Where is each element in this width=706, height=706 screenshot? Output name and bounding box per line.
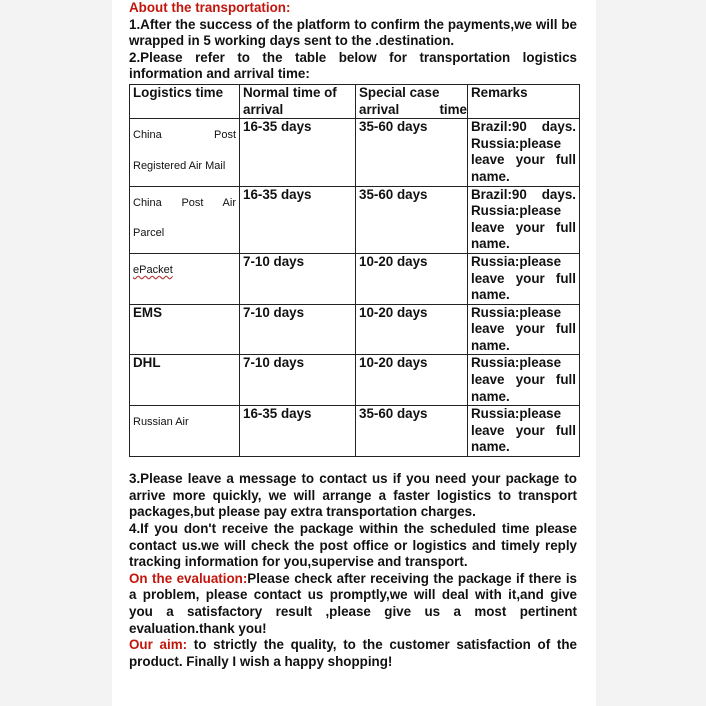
evaluation-paragraph [129,571,577,637]
carrier-name: Russian Air [133,416,189,429]
document-page [112,0,596,706]
carrier-cell [130,406,240,457]
transport-heading: About the transportation: [129,0,291,15]
header-logistics-time: Logistics time [130,84,240,118]
carrier-name-line2: Registered Air Mail [133,159,226,172]
special-time-cell: 35-60 days [356,119,468,186]
aim-paragraph [129,637,577,670]
special-time-cell: 35-60 days [356,186,468,253]
carrier-name-line1: China Post Air [133,196,236,209]
normal-time-cell: 16-35 days [240,119,356,186]
aim-label: Our aim: [129,637,188,653]
evaluation-text: Please check after receiving the package if there is a problem, please contact us promptly,we will deal with it,and give you a satisfactory result ,please give us a most pertinent evaluation.thank you! [129,570,577,636]
remarks-cell: Russia:please leave your full name. [468,355,580,406]
remarks-cell: Russia:please leave your full name. [468,406,580,457]
transport-paragraph-2: 2.Please refer to the table below for transportation logistics information and arrival time: [129,49,577,82]
special-time-cell: 10-20 days [356,253,468,304]
table-header-row [130,84,580,118]
table-row [130,253,580,304]
special-time-cell: 10-20 days [356,355,468,406]
special-time-cell: 10-20 days [356,304,468,355]
table-row [130,355,580,406]
paragraph-4: 4.If you don't receive the package within the scheduled time please contact us.we will check the post office or logistics and timely reply tracking information for you,supervise and transport. [129,521,577,570]
normal-time-cell: 7-10 days [240,304,356,355]
carrier-name-line1: China Post [133,129,236,142]
normal-time-cell: 7-10 days [240,355,356,406]
carrier-cell: DHL [130,355,240,406]
normal-time-cell: 7-10 days [240,253,356,304]
aim-text: to strictly the quality, to the customer satisfaction of the product. Finally I wish a happy shopping! [129,637,577,669]
table-row [130,119,580,186]
document-content [129,0,577,670]
normal-time-cell: 16-35 days [240,406,356,457]
header-normal-time: Normal time of arrival [240,84,356,118]
carrier-cell [130,186,240,253]
table-row [130,304,580,355]
evaluation-label: On the evaluation: [129,570,248,586]
normal-time-cell: 16-35 days [240,186,356,253]
remarks-cell: Russia:please leave your full name. [468,304,580,355]
carrier-name-line2: Parcel [133,227,165,240]
remarks-cell: Brazil:90 days. Russia:please leave your full name. [468,186,580,253]
paragraph-3: 3.Please leave a message to contact us if you need your package to arrive more quickly, we will arrange a faster logistics to transport packages,but please pay extra transportation charges. [129,471,577,520]
special-time-cell: 35-60 days [356,406,468,457]
table-row [130,406,580,457]
carrier-cell: EMS [130,304,240,355]
carrier-cell [130,119,240,186]
logistics-table [129,84,580,457]
carrier-name: ePacket [133,263,173,276]
header-special-time: Special case arrival time [356,84,468,118]
remarks-cell: Russia:please leave your full name. [468,253,580,304]
table-row [130,186,580,253]
remarks-cell: Brazil:90 days. Russia:please leave your full name. [468,119,580,186]
header-remarks: Remarks [468,84,580,118]
spacer [129,457,577,471]
transport-paragraph-1: 1.After the success of the platform to confirm the payments,we will be wrapped in 5 working days sent to the .destination. [129,16,577,49]
carrier-cell [130,253,240,304]
